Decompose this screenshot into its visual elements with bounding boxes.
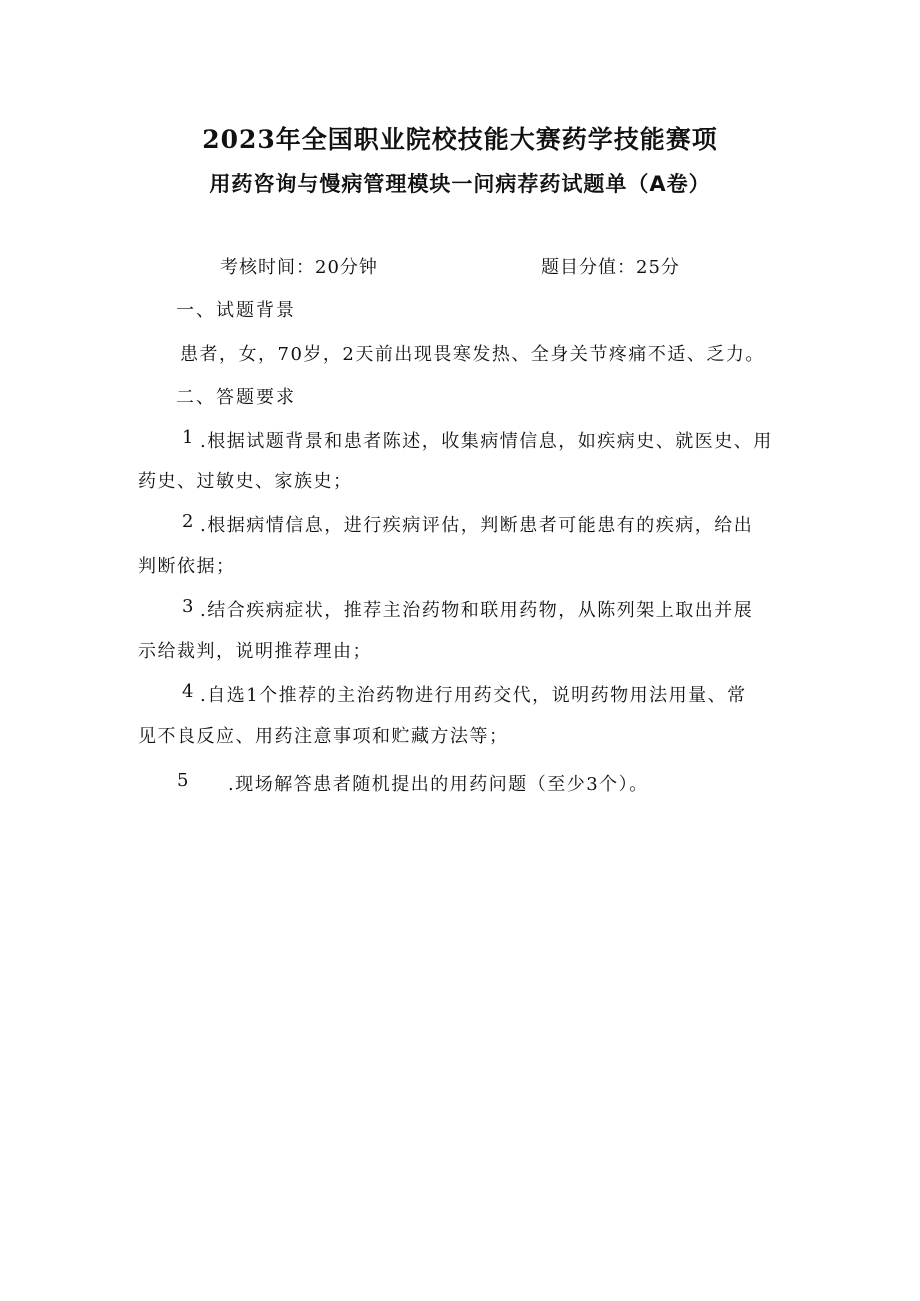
- requirement-line: .根据病情信息，进行疾病评估，判断患者可能患有的疾病，给出: [200, 515, 754, 536]
- requirement-number: 5: [177, 770, 190, 791]
- requirement-number: 1: [182, 427, 195, 448]
- requirement-line: .根据试题背景和患者陈述，收集病情信息，如疾病史、就医史、用: [200, 431, 773, 452]
- section-heading-requirements: 二、答题要求: [176, 387, 296, 408]
- requirement-line: 示给裁判，说明推荐理由；: [138, 641, 372, 662]
- exam-time: 考核时间：20分钟: [220, 257, 378, 278]
- background-text: 患者，女，70岁，2天前出现畏寒发热、全身关节疼痛不适、乏力。: [180, 344, 765, 365]
- requirement-line: .自选1个推荐的主治药物进行用药交代，说明药物用法用量、常: [200, 685, 747, 706]
- exam-score: 题目分值：25分: [541, 257, 680, 278]
- requirement-number: 2: [182, 511, 195, 532]
- requirement-line: 药史、过敏史、家族史；: [138, 471, 353, 492]
- requirement-line: .结合疾病症状，推荐主治药物和联用药物，从陈列架上取出并展: [200, 600, 754, 621]
- requirement-line: 判断依据；: [138, 556, 236, 577]
- requirement-number: 3: [182, 596, 195, 617]
- requirement-line: 见不良反应、用药注意事项和贮藏方法等；: [138, 726, 509, 747]
- requirement-number: 4: [182, 681, 195, 702]
- section-heading-background: 一、试题背景: [176, 300, 296, 321]
- document-title: 2023年全国职业院校技能大赛药学技能赛项: [202, 125, 718, 154]
- document-subtitle: 用药咨询与慢病管理模块一问病荐药试题单（A卷）: [209, 172, 711, 196]
- requirement-line: .现场解答患者随机提出的用药问题（至少3个）。: [228, 774, 649, 795]
